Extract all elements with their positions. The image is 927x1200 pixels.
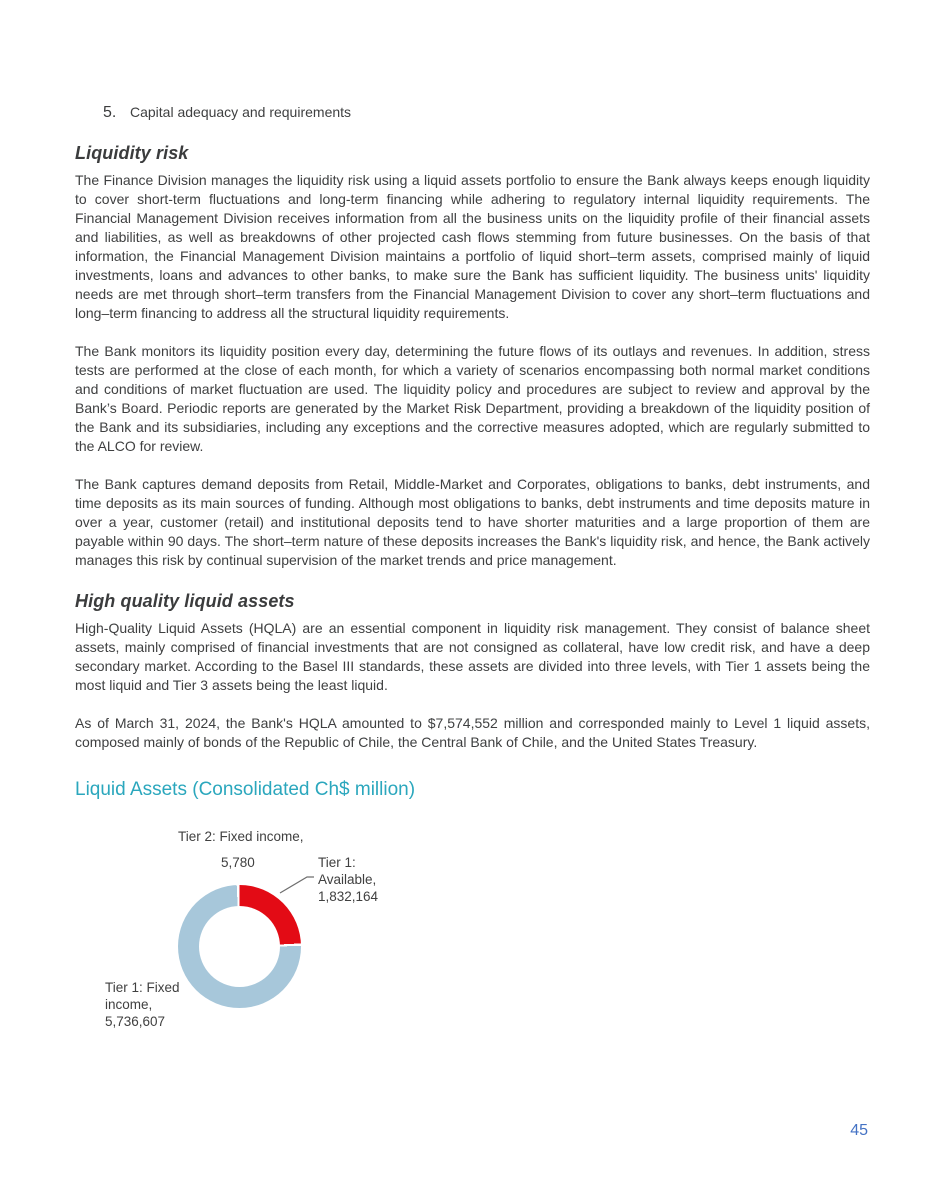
numbered-list-item [103, 104, 870, 122]
page-number: 45 [850, 1122, 868, 1139]
callout-tier1-available-line1: Tier 1: [318, 855, 356, 870]
callout-tier1-fixed-income [105, 979, 180, 1030]
liquidity-risk-paragraph-3: The Bank captures demand deposits from Retail, Middle-Market and Corporates, obligations to banks, debt instruments, and time deposits as its main sources of funding. Although most obligations to banks, debt instruments and time deposits mature in over a year, customer (retail) and institutional deposits tend to have shorter maturities and a large proportion of them are payable within 90 days. The short–term nature of these deposits increases the Bank's liquidity risk, and hence, the Bank actively manages this risk by continual supervision of the market trends and price management. [75, 476, 870, 568]
donut-hole [199, 906, 280, 987]
liquidity-risk-paragraph-2: The Bank monitors its liquidity position every day, determining the future flows of its outlays and revenues. In addition, stress tests are performed at the close of each month, for which a variety of scenarios encompassing both normal market conditions and conditions of market fluctuation are used. The liquidity policy and procedures are subject to review and approval by the Bank’s Board. Periodic reports are generated by the Market Risk Department, providing a breakdown of the liquidity position of the Bank and its subsidiaries, including any exceptions and the corrective measures adopted, which are regularly submitted to the ALCO for review. [75, 343, 870, 454]
liquid-assets-donut-chart [75, 801, 870, 1046]
callout-tier2-label: Tier 2: Fixed income, [178, 829, 304, 844]
callout-tier1-fixed-line1: Tier 1: Fixed [105, 980, 180, 995]
callout-tier2-value [221, 854, 255, 871]
hqla-heading: High quality liquid assets [75, 591, 295, 611]
hqla-paragraph-1: High-Quality Liquid Assets (HQLA) are an essential component in liquidity risk management. They consist of balance sheet assets, mainly comprised of financial investments that are not consigned as collateral, have low credit risk, and have a deep secondary market. According to the Basel III standards, these assets are divided into three levels, with Tier 1 assets being the most liquid and Tier 3 assets being the least liquid. [75, 620, 870, 693]
chart-title: Liquid Assets (Consolidated Ch$ million) [75, 779, 416, 800]
liquidity-risk-paragraph-1: The Finance Division manages the liquidity risk using a liquid assets portfolio to ensure the Bank always keeps enough liquidity to cover short-term fluctuations and long-term financing while adhering to regulatory internal liquidity requirements. The Financial Management Division receives information from all the business units on the liquidity profile of their financial assets and liabilities, as well as breakdowns of other projected cash flows stemming from future businesses. On the basis of that information, the Financial Management Division maintains a portfolio of liquid short–term assets, comprised mainly of liquid investments, loans and advances to other banks, to make sure the Bank has sufficient liquidity. The business units' liquidity needs are met through short–term transfers from the Financial Management Division to cover any short–term fluctuations and long–term financing to address all the structural liquidity requirements. [75, 172, 870, 321]
callout-tier1-available-line3: 1,832,164 [318, 889, 379, 904]
callout-tier1-available-line2: Available, [318, 872, 377, 887]
callout-tier1-fixed-line3: 5,736,607 [105, 1014, 166, 1029]
liquidity-risk-heading: Liquidity risk [75, 143, 189, 163]
callout-tier2-number: 5,780 [221, 855, 255, 870]
list-item-label: Capital adequacy and requirements [130, 104, 352, 120]
callout-tier1-available [318, 854, 378, 905]
callout-tier2-fixed-income [178, 828, 304, 845]
hqla-paragraph-2: As of March 31, 2024, the Bank's HQLA amounted to $7,574,552 million and corresponded mainly to Level 1 liquid assets, composed mainly of bonds of the Republic of Chile, the Central Bank of Chile, and the United States Treasury. [75, 715, 870, 750]
callout-tier1-fixed-line2: income, [105, 997, 153, 1012]
donut-ring [178, 885, 301, 1008]
list-item-number: 5. [103, 104, 117, 121]
